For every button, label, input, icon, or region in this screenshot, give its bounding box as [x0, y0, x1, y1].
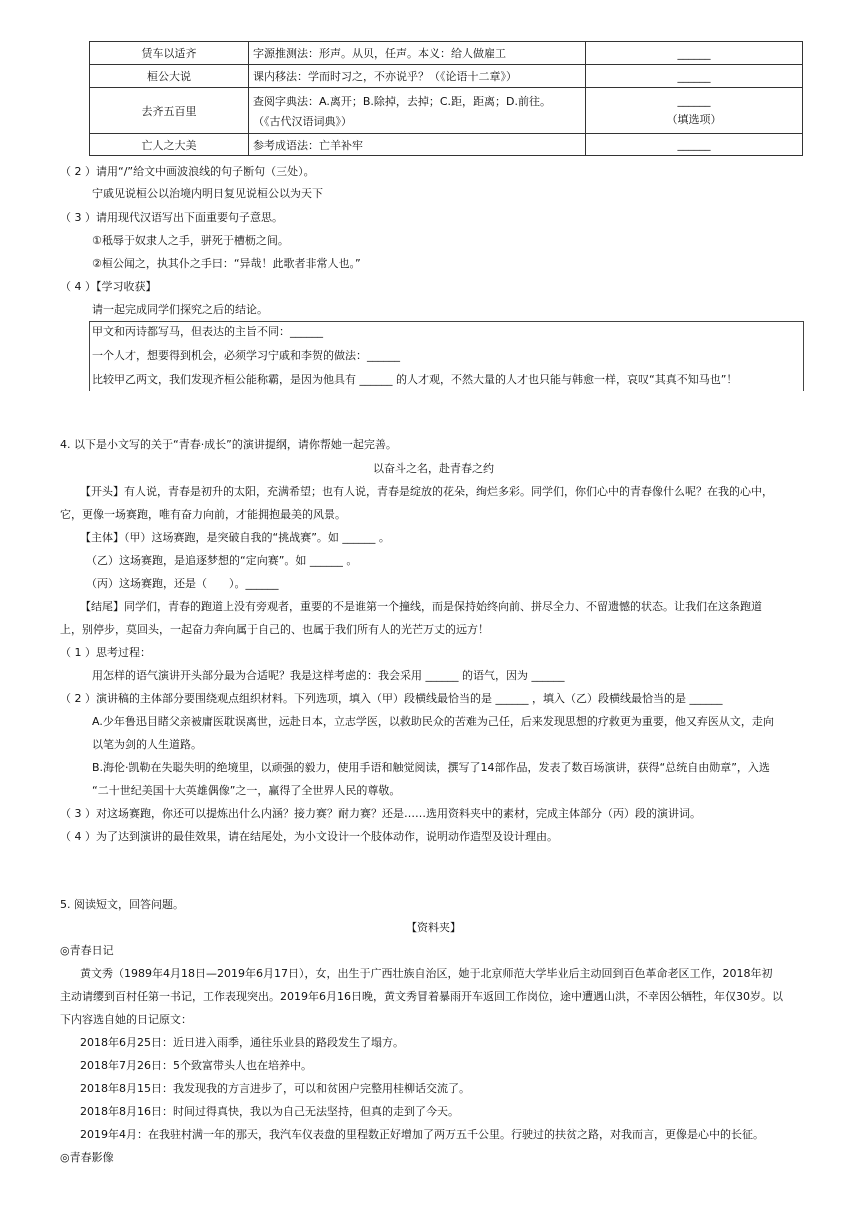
- section-diary: ◎青春日记: [60, 944, 114, 957]
- method-line: 查阅字典法：A.离开；B.除掉，去掉；C.距，距离；D.前往。: [253, 94, 552, 108]
- diary-entry: 2018年8月15日：我发现我的方言进步了，可以和贫困户完整用桂柳话交流了。: [80, 1082, 470, 1095]
- speech-opening: 【开头】有人说，青春是初升的太阳，充满希望；也有人说，青春是绽放的花朵，绚烂多彩。同学们，你们心中的青春像什么呢？在我的心中，: [80, 485, 773, 498]
- method-line: （《古代汉语词典》）: [253, 114, 352, 128]
- answer-blank[interactable]: ______: [586, 65, 803, 88]
- speech-body-c[interactable]: （丙）这场赛跑，还是（ ）。______: [86, 577, 279, 590]
- table-word-cell: 赁车以适齐: [90, 42, 249, 65]
- diary-entry: 2018年8月16日：时间过得真快，我以为自己无法坚持，但真的走到了今天。: [80, 1105, 459, 1118]
- bio-paragraph: 下内容选自她的日记原文：: [60, 1013, 192, 1026]
- q3-part2-label: （ 2 ）请用“/”给文中画波浪线的句子断句（三处）。: [60, 165, 315, 178]
- table-row: [90, 65, 803, 88]
- table-word-cell: 亡人之大美: [90, 134, 249, 156]
- answer-blank[interactable]: ______: [586, 42, 803, 65]
- table-method-cell: 课内移法：学而时习之，不亦说乎？（《论语十二章》）: [249, 65, 586, 88]
- speech-body-b[interactable]: （乙）这场赛跑，是追逐梦想的“定向赛”。如 ______ 。: [86, 554, 358, 567]
- table-row: [90, 42, 803, 65]
- q5-heading: 5. 阅读短文，回答问题。: [60, 898, 184, 911]
- q3-part4-label: （ 4 ）【学习收获】: [60, 280, 157, 293]
- diary-entry: 2019年4月：在我驻村满一年的那天，我汽车仪表盘的里程数正好增加了两万五千公里。行驶过的扶贫之路，对我而言，更像是心中的长征。: [80, 1128, 764, 1141]
- table-method-cell: 字源推测法：形声。从贝，任声。本义：给人做雇工: [249, 42, 586, 65]
- table-row: [90, 88, 803, 134]
- option-b: B.海伦·凯勒在失聪失明的绝境里，以顽强的毅力，使用手语和触觉阅读，撰写了14部作品，发表了数百场演讲，获得“总统自由勋章”，入选: [92, 761, 770, 774]
- table-row: [90, 134, 803, 156]
- vocab-table: [89, 41, 803, 156]
- conclusion-line[interactable]: 比较甲乙两文，我们发现齐桓公能称霸，是因为他具有 ______ 的人才观，不然大量的人才也只能与韩愈一样，哀叹“其真不知马也”！: [92, 373, 738, 386]
- q4-sub1-text[interactable]: 用怎样的语气演讲开头部分最为合适呢？我是这样考虑的：我会采用 ______ 的语气，因为 ______: [92, 669, 565, 682]
- answer-cell: [586, 88, 803, 134]
- diary-entry: 2018年6月25日：近日进入雨季，通往乐业县的路段发生了塌方。: [80, 1036, 404, 1049]
- table-method-cell: 参考成语法：亡羊补牢: [249, 134, 586, 156]
- bio-paragraph: 主动请缨到百村任第一书记，工作表现突出。2019年6月16日晚，黄文秀冒着暴雨开车返回工作岗位，途中遭遇山洪，不幸因公牺牲，年仅30岁。以: [60, 990, 783, 1003]
- q3-part3-sentence-b: ②桓公闻之，执其仆之手曰：“异哉！此歌者非常人也。”: [92, 257, 361, 270]
- option-a: A.少年鲁迅目睹父亲被庸医耽误离世，远赴日本，立志学医，以救助民众的苦难为己任，后来发现思想的疗救更为重要，他又弃医从文，走向: [92, 715, 774, 728]
- answer-blank[interactable]: ______: [677, 94, 711, 107]
- option-b: “二十世纪美国十大英雄偶像”之一，赢得了全世界人民的尊敬。: [92, 784, 401, 797]
- q3-part3-sentence-a: ①秪辱于奴隶人之手，骈死于槽枥之间。: [92, 234, 289, 247]
- answer-hint: （填选项）: [666, 113, 722, 126]
- q4-sub4: （ 4 ）为了达到演讲的最佳效果，请在结尾处，为小文设计一个肢体动作，说明动作造型及设计理由。: [60, 830, 558, 843]
- q4-sub3: （ 3 ）对这场赛跑，你还可以提炼出什么内涵？接力赛？耐力赛？还是……选用资料夹中的素材，完成主体部分（丙）段的演讲词。: [60, 807, 701, 820]
- speech-ending: 上，别停步，莫回头，一起奋力奔向属于自己的、也属于我们所有人的光芒万丈的远方！: [60, 623, 489, 636]
- speech-title: 以奋斗之名，赴青春之约: [373, 462, 494, 475]
- answer-blank[interactable]: ______: [586, 134, 803, 156]
- q3-part4-intro: 请一起完成同学们探究之后的结论。: [92, 303, 268, 316]
- folder-title: 【资料夹】: [406, 921, 461, 934]
- speech-ending: 【结尾】同学们，青春的跑道上没有旁观者，重要的不是谁第一个撞线，而是保持始终向前、拼尽全力、不留遗憾的状态。让我们在这条跑道: [80, 600, 762, 613]
- q3-part2-text: 宁戚见说桓公以治境内明日复见说桓公以为天下: [92, 187, 323, 200]
- q4-heading: 4. 以下是小文写的关于“青春·成长”的演讲提纲，请你帮她一起完善。: [60, 438, 397, 451]
- section-images: ◎青春影像: [60, 1151, 114, 1164]
- diary-entry: 2018年7月26日：5个致富带头人也在培养中。: [80, 1059, 312, 1072]
- conclusion-line[interactable]: 一个人才，想要得到机会，必须学习宁戚和李贺的做法：______: [92, 349, 400, 362]
- table-method-cell: [249, 88, 586, 134]
- bio-paragraph: 黄文秀（1989年4月18日—2019年6月17日），女，出生于广西壮族自治区，她于北京师范大学毕业后主动回到百色革命老区工作，2018年初: [80, 967, 773, 980]
- table-word-cell: 桓公大说: [90, 65, 249, 88]
- q3-part3-label: （ 3 ）请用现代汉语写出下面重要句子意思。: [60, 211, 283, 224]
- conclusion-line[interactable]: 甲文和丙诗都写马，但表达的主旨不同：______: [92, 325, 323, 338]
- table-word-cell: 去齐五百里: [90, 88, 249, 134]
- q4-sub2-label[interactable]: （ 2 ）演讲稿的主体部分要围绕观点组织材料。下列选项，填入（甲）段横线最恰当的是 ______ ，填入（乙）段横线最恰当的是 ______: [60, 692, 723, 705]
- option-a: 以笔为剑的人生道路。: [92, 738, 202, 751]
- speech-body-a[interactable]: 【主体】（甲）这场赛跑，是突破自我的“挑战赛”。如 ______ 。: [80, 531, 390, 544]
- speech-opening: 它，更像一场赛跑，唯有奋力向前，才能拥抱最美的风景。: [60, 508, 346, 521]
- q4-sub1-label: （ 1 ）思考过程：: [60, 646, 151, 659]
